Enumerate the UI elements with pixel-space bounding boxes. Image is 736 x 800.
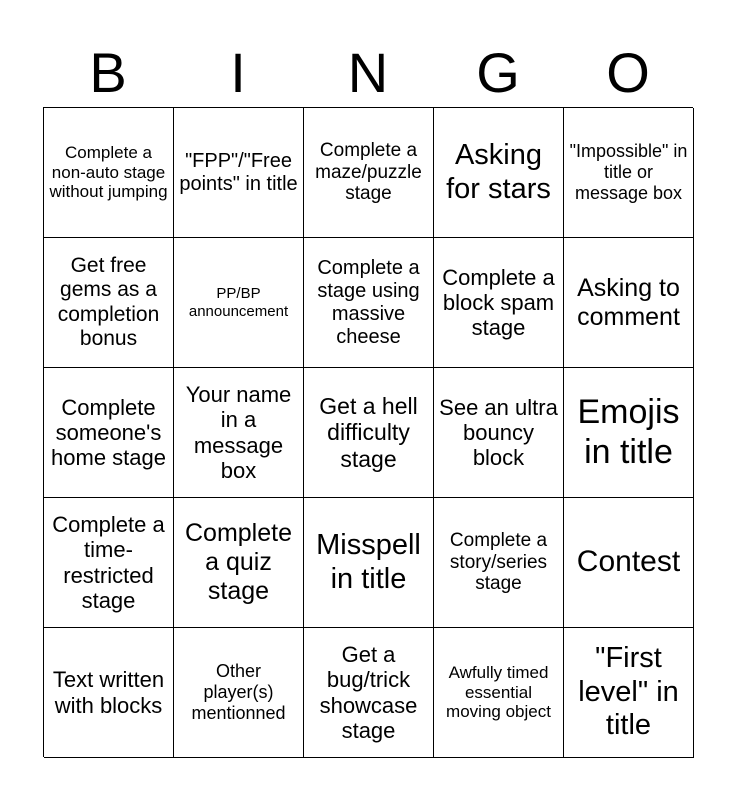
header-letter-b: B bbox=[89, 41, 127, 104]
bingo-cell-text: Your name in a message box bbox=[185, 381, 292, 483]
bingo-cell-text: Other player(s) mentionned bbox=[191, 661, 286, 723]
bingo-cell-text: Text written with blocks bbox=[52, 667, 165, 718]
bingo-cell-text: Get a bug/trick showcase stage bbox=[319, 641, 418, 743]
bingo-cell-text: PP/BP announcement bbox=[188, 285, 289, 320]
bingo-cell[interactable] bbox=[174, 108, 304, 238]
bingo-cell-text: Get free gems as a completion bonus bbox=[57, 254, 160, 350]
bingo-cell-text: Get a hell difficulty stage bbox=[319, 392, 418, 472]
bingo-cell-text: Complete a stage using massive cheese bbox=[317, 256, 420, 348]
bingo-cell[interactable] bbox=[44, 628, 174, 758]
bingo-cell[interactable] bbox=[44, 238, 174, 368]
bingo-cell[interactable] bbox=[304, 238, 434, 368]
bingo-header bbox=[43, 40, 693, 106]
bingo-cell[interactable] bbox=[304, 108, 434, 238]
bingo-cell-text: Asking to comment bbox=[577, 273, 680, 331]
bingo-cell-text: See an ultra bouncy block bbox=[439, 394, 558, 471]
bingo-cell[interactable] bbox=[564, 628, 694, 758]
bingo-cell-text: Misspell in title bbox=[316, 529, 421, 595]
bingo-cell[interactable] bbox=[174, 628, 304, 758]
bingo-cell[interactable] bbox=[564, 368, 694, 498]
bingo-cell[interactable] bbox=[434, 108, 564, 238]
bingo-cell[interactable] bbox=[564, 498, 694, 628]
header-letter-n: N bbox=[347, 41, 389, 104]
bingo-board bbox=[43, 107, 693, 757]
header-letter-o: O bbox=[606, 41, 650, 104]
bingo-cell-text: Complete a non-auto stage without jumping bbox=[49, 143, 168, 202]
bingo-cell[interactable] bbox=[44, 368, 174, 498]
bingo-cell-text: Complete someone's home stage bbox=[51, 394, 166, 471]
bingo-cell-text: Awfully timed essential moving object bbox=[446, 663, 551, 722]
bingo-cell-text: "First level" in title bbox=[578, 642, 679, 742]
bingo-cell-text: Complete a maze/puzzle stage bbox=[315, 139, 422, 205]
bingo-cell-text: Complete a quiz stage bbox=[185, 519, 292, 605]
bingo-cell[interactable] bbox=[564, 108, 694, 238]
bingo-cell[interactable] bbox=[434, 498, 564, 628]
bingo-cell[interactable] bbox=[434, 368, 564, 498]
bingo-cell-text: Emojis in title bbox=[577, 393, 680, 471]
bingo-cell-text: "Impossible" in title or message box bbox=[569, 141, 688, 203]
bingo-cell[interactable] bbox=[434, 628, 564, 758]
bingo-cell[interactable] bbox=[174, 368, 304, 498]
bingo-cell-text: Asking for stars bbox=[446, 139, 551, 205]
bingo-cell[interactable] bbox=[564, 238, 694, 368]
bingo-cell-text: "FPP"/"Free points" in title bbox=[179, 149, 298, 195]
header-letter-i: I bbox=[230, 41, 246, 104]
bingo-cell[interactable] bbox=[44, 498, 174, 628]
bingo-cell[interactable] bbox=[44, 108, 174, 238]
bingo-cell-text: Complete a block spam stage bbox=[442, 264, 555, 341]
bingo-cell-text: Contest bbox=[576, 545, 681, 579]
bingo-cell[interactable] bbox=[174, 238, 304, 368]
bingo-cell[interactable] bbox=[304, 628, 434, 758]
bingo-cell[interactable] bbox=[174, 498, 304, 628]
bingo-cell[interactable] bbox=[304, 368, 434, 498]
header-letter-g: G bbox=[476, 41, 520, 104]
bingo-cell[interactable] bbox=[304, 498, 434, 628]
bingo-cell-text: Complete a story/series stage bbox=[449, 529, 548, 595]
bingo-cell-text: Complete a time-restricted stage bbox=[52, 511, 165, 613]
bingo-cell[interactable] bbox=[434, 238, 564, 368]
